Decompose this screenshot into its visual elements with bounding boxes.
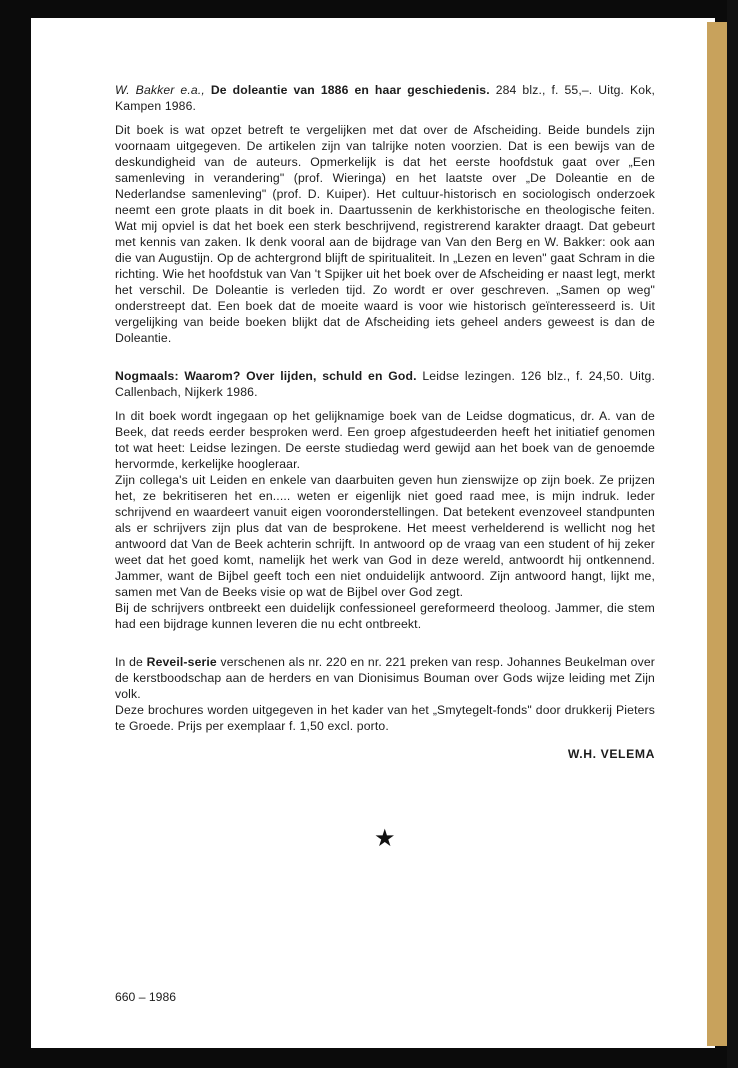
notice-paragraph-2: Deze brochures worden uitgegeven in het kader van het „Smytegelt-fonds" door drukkerij Pieters te Groede. Prijs per exemplaar f. 1,50 excl. porto. xyxy=(115,703,655,733)
review1-title: De doleantie van 1886 en haar geschiedenis. xyxy=(210,83,490,97)
notice-intro: In de xyxy=(115,655,143,669)
signature: W.H. VELEMA xyxy=(567,747,655,761)
review2-paragraph-2: Zijn collega's uit Leiden en enkele van daarbuiten geven hun zienswijze op zijn boek. Ze prijzen het, ze bekritiseren het en..... weten er eigenlijk niet goed raad mee, is mijn indruk. Ieder schrijvend en waardeert vanuit eigen vooronderstellingen. Dat betekent evenzoveel standpunten als er schrijvers zijn plus dat van de besprokene. Het meest verhelderend is wellicht nog het antwoord dat Van de Beek achterin schrijft. In antwoord op de vraag van een student of hij zeker weet dat het goed komt, namelijk het werk van God in deze wereld, antwoordt hij ontkennend. Jammer, want de Bijbel geeft toch een niet onduidelijk antwoord. Zijn antwoord hangt, lijkt me, samen met Van de Beeks visie op wat de Bijbel over God zegt. xyxy=(115,473,655,599)
review2-paragraph-3: Bij de schrijvers ontbreekt een duidelijk confessioneel gereformeerd theoloog. Jammer, die stem had een bijdrage kunnen leveren die nu echt ontbreekt. xyxy=(115,601,655,631)
page-number: 660 – 1986 xyxy=(115,990,176,1004)
notice-series: Reveil-serie xyxy=(146,655,217,669)
review2-title: Nogmaals: Waarom? Over lijden, schuld en God. xyxy=(115,369,417,383)
review1-body: Dit boek is wat opzet betreft te vergelijken met dat over de Afscheiding. Beide bundels zijn voornaam uitgegeven. De artikelen zijn van talrijke noten voorzien. Dat is een bewijs van de deskundigheid van de auteurs. Opmerkelijk is dat het eerste hoofdstuk gaat over „Een samenleving in verandering" (prof. Wieringa) en het laatste over „De Doleantie en de Nederlandse samenleving" (prof. D. Kuiper). Het cultuur-historisch en sociologisch onderzoek neemt een grote plaats in dit boek in. Daartussenin de kerkhistorische en theologische feiten. Wat mij opviel is dat het boek een sterk beschrijvend, registrerend karakter draagt. Dat gebeurt met kennis van zaken. Ik denk vooral aan de bijdrage van Van den Berg en W. Bakker: ook aan die van Augustijn. Op de achtergrond blijft de spiritualiteit. In „Lezen en leven" gaat Schram in die richting. Wie het hoofdstuk van Van 't Spijker uit het boek over de Afscheiding er naast legt, merkt het verschil. De Doleantie is verleden tijd. Zo wordt er over geschreven. „Samen op weg" onderstreept dat. Een boek dat de moeite waard is voor wie historisch geïnteresseerd is. Uit vergelijking van beide boeken blijkt dat de Afscheiding iets geheel anders geweest is dan de Doleantie. xyxy=(115,123,655,345)
review1-details: 284 blz., f. 55,–. Uitg. Kok, Kampen 1986. xyxy=(115,83,655,113)
review-column xyxy=(115,82,655,762)
review1-author: W. Bakker e.a., xyxy=(115,83,205,97)
review2-paragraph-1: In dit boek wordt ingegaan op het gelijknamige boek van de Leidse dogmaticus, dr. A. van de Beek, dat reeds eerder besproken werd. Een groep afgestudeerden heeft het initiatief genomen tot wat heet: Leidse lezingen. De eerste studiedag werd gewijd aan het boek van de genoemde hervormde, kerkelijke hoogleraar. xyxy=(115,409,655,471)
star-icon: ★ xyxy=(374,824,396,852)
review1-heading xyxy=(115,82,655,114)
review2-heading xyxy=(115,368,655,400)
notice-text: verschenen als nr. 220 en nr. 221 preken van resp. Johannes Beukelman over de kerstboodschap aan de herders en van Dionisimus Bouman over Gods wijze leiding met Zijn volk. xyxy=(115,655,655,701)
review2-details: Leidse lezingen. 126 blz., f. 24,50. Uitg. Callenbach, Nijkerk 1986. xyxy=(115,369,655,399)
page-edge xyxy=(707,22,727,1046)
scan-border xyxy=(727,0,738,1068)
notice-paragraph-1 xyxy=(115,654,655,702)
